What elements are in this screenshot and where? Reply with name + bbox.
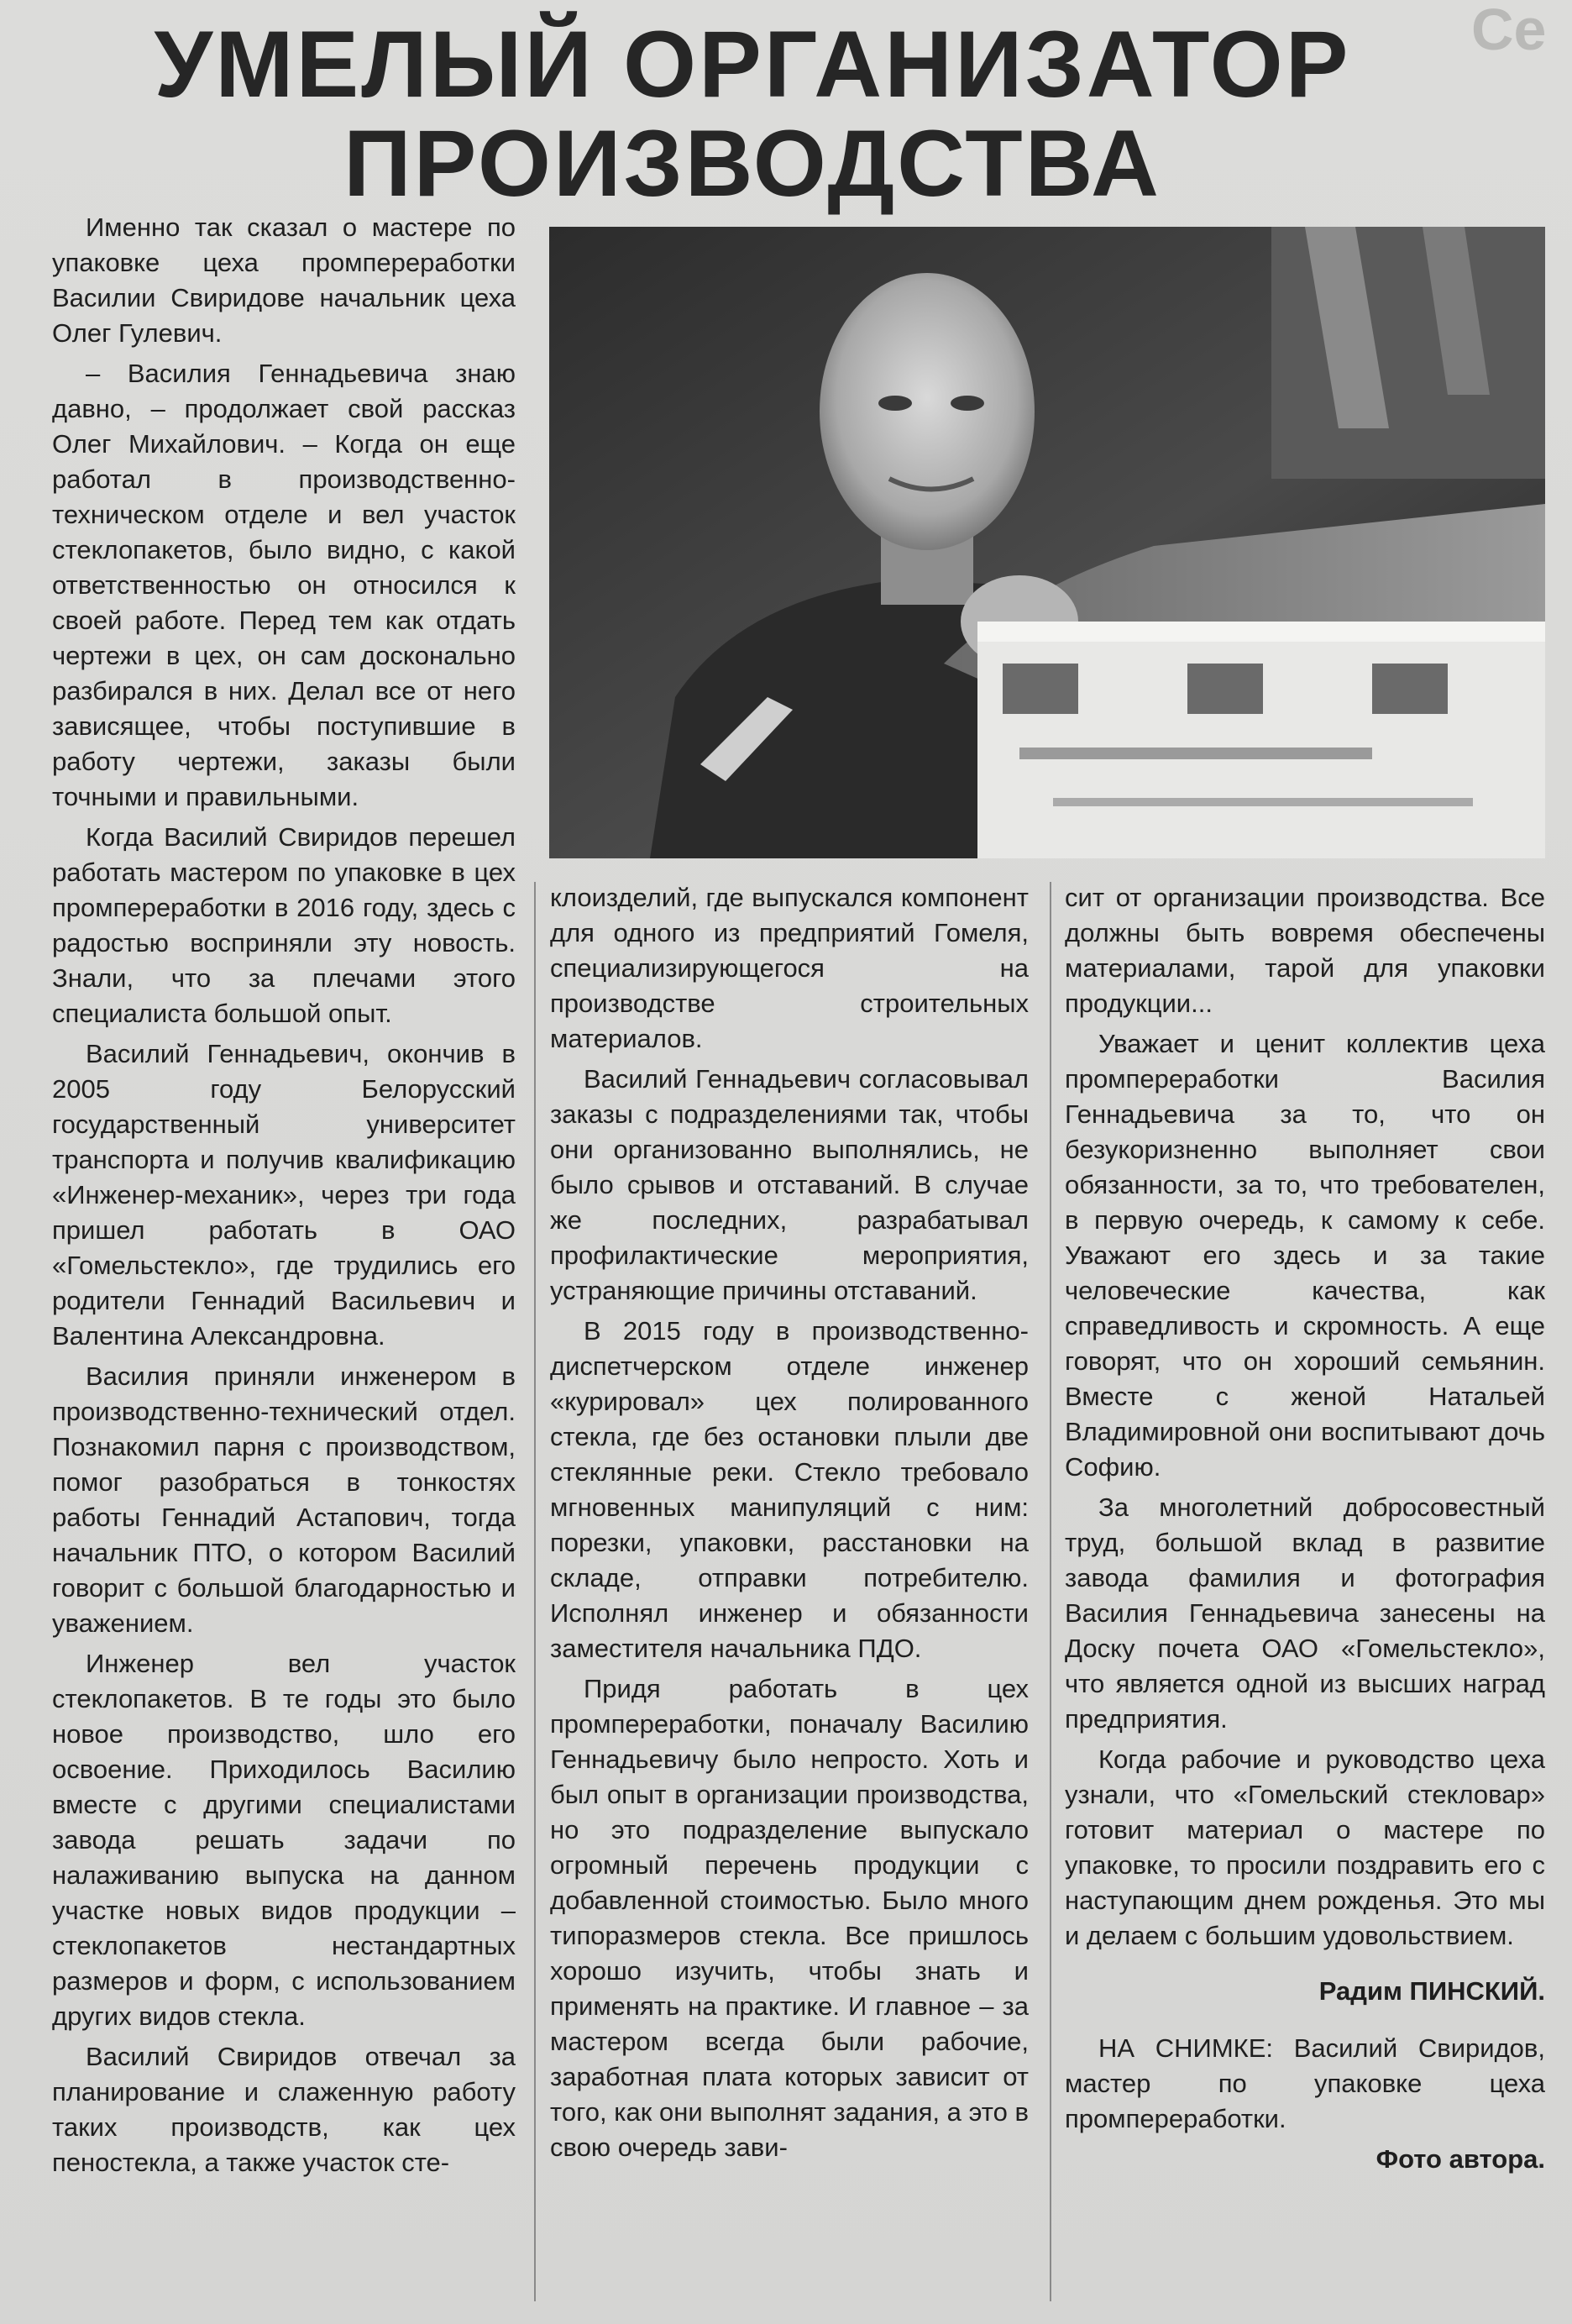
headline-line-1: УМЕЛЫЙ ОРГАНИЗАТОР	[154, 12, 1351, 117]
paragraph: За многолетний добросовестный труд, большой вклад в развитие завода фамилия и фотография Василия Геннадьевича занесены на Доску почета ОАО «Гомельстекло», что является одной из высших наград предприятия.	[1065, 1493, 1545, 1734]
photo-caption: НА СНИМКЕ: Василий Свиридов, мастер по упаковке цеха промпереработки.	[1065, 2033, 1545, 2133]
paragraph: – Василия Геннадьевича знаю давно, – продолжает свой рассказ Олег Михайлович. – Когда он еще работал в производственно-техническом отделе и вел участок стеклопакетов, было видно, с какой ответственностью он относился к своей работе. Перед тем как отдать чертежи в цех, он сам досконально разбирался в них. Делал все от него зависящее, чтобы поступившие в работу чертежи, заказы были точными и правильными.	[52, 359, 516, 811]
headline-line-2: ПРОИЗВОДСТВА	[343, 111, 1161, 216]
paragraph: Василий Геннадьевич, окончив в 2005 году Белорусский государственный университет транспорта и получив квалификацию «Инженер-механик», через три года пришел работать в ОАО «Гомельстекло», где трудились его родители Геннадий Васильевич и Валентина Александровна.	[52, 1039, 516, 1351]
paragraph: сит от организации производства. Все должны быть вовремя обеспечены материалами, тарой для упаковки продукции...	[1065, 883, 1545, 1018]
paragraph: Именно так сказал о мастере по упаковке цеха промпереработки Василии Свиридове начальник цеха Олег Гулевич.	[52, 212, 516, 348]
paragraph: Когда Василий Свиридов перешел работать мастером по упаковке в цех промпереработки в 2016 году, здесь с радостью восприняли эту новость. Знали, что за плечами этого специалиста большой опыт.	[52, 822, 516, 1028]
column-divider	[534, 882, 536, 2301]
article-headline	[0, 12, 1572, 216]
column-divider	[1050, 882, 1051, 2301]
paragraph: Василий Геннадьевич согласовывал заказы с подразделениями так, чтобы они организованно выполнялись, не было срывов и отставаний. В случае же последних, разрабатывал профилактические мероприятия, устраняющие причины отставаний.	[550, 1064, 1029, 1305]
author-signature: Радим ПИНСКИЙ.	[1318, 1976, 1545, 2006]
adjacent-page-bleed: Се	[1471, 0, 1547, 62]
portrait-photo	[549, 227, 1545, 858]
article-column-1	[52, 210, 516, 2185]
portrait-photo-image	[549, 227, 1545, 858]
paragraph: клоизделий, где выпускался компонент для одного из предприятий Гомеля, специализирующегося на производстве строительных материалов.	[550, 883, 1029, 1053]
paragraph: Инженер вел участок стеклопакетов. В те годы это было новое производство, шло его освоение. Приходилось Василию вместе с другими специалистами завода решать задачи по налаживанию выпуска на данном участке новых видов продукции – стеклопакетов нестандартных размеров и форм, с использованием других видов стекла.	[52, 1649, 516, 2031]
paragraph: Когда рабочие и руководство цеха узнали, что «Гомельский стекловар» готовит материал о мастере по упаковке, то просили поздравить его с наступающим днем рожденья. Это мы и делаем с большим удовольствием.	[1065, 1744, 1545, 1950]
paragraph: В 2015 году в производственно-диспетчерском отделе инженер «курировал» цех полированного стекла, где без остановки плыли две стеклянные реки. Стекло требовало мгновенных манипуляций с ним: порезки, упаковки, расстановки на складе, отправки потребителю. Исполнял инженер и обязанности заместителя начальника ПДО.	[550, 1316, 1029, 1663]
article-column-2	[550, 880, 1029, 2170]
article-column-3	[1065, 880, 1545, 2182]
paragraph: Василия приняли инженером в производственно-технический отдел. Познакомил парня с производством, помог разобраться в тонкостях работы Геннадий Астапович, тогда начальник ПТО, о котором Василий говорит с большой благодарностью и уважением.	[52, 1361, 516, 1638]
paragraph: Василий Свиридов отвечал за планирование и слаженную работу таких производств, как цех пеностекла, а также участок сте-	[52, 2042, 516, 2177]
paragraph: Уважает и ценит коллектив цеха промпереработки Василия Геннадьевича за то, что он безукоризненно выполняет свои обязанности, за то, что требователен, в первую очередь, к самому к себе. Уважают его здесь и за такие человеческие качества, как справедливость и скромность. А еще говорят, что он хороший семьянин. Вместе с женой Натальей Владимировной они воспитывают дочь Софию.	[1065, 1029, 1545, 1482]
photo-credit: Фото автора.	[1376, 2144, 1545, 2174]
paragraph: Придя работать в цех промпереработки, поначалу Василию Геннадьевичу было непросто. Хоть и был опыт в организации производства, но это подразделение выпускало огромный перечень продукции с добавленной стоимостью. Было много типоразмеров стекла. Все пришлось хорошо изучить, чтобы знать и применять на практике. И главное – за мастером всегда были рабочие, заработная плата которых зависит от того, как они выполнят задания, а это в свою очередь зави-	[550, 1674, 1029, 2162]
